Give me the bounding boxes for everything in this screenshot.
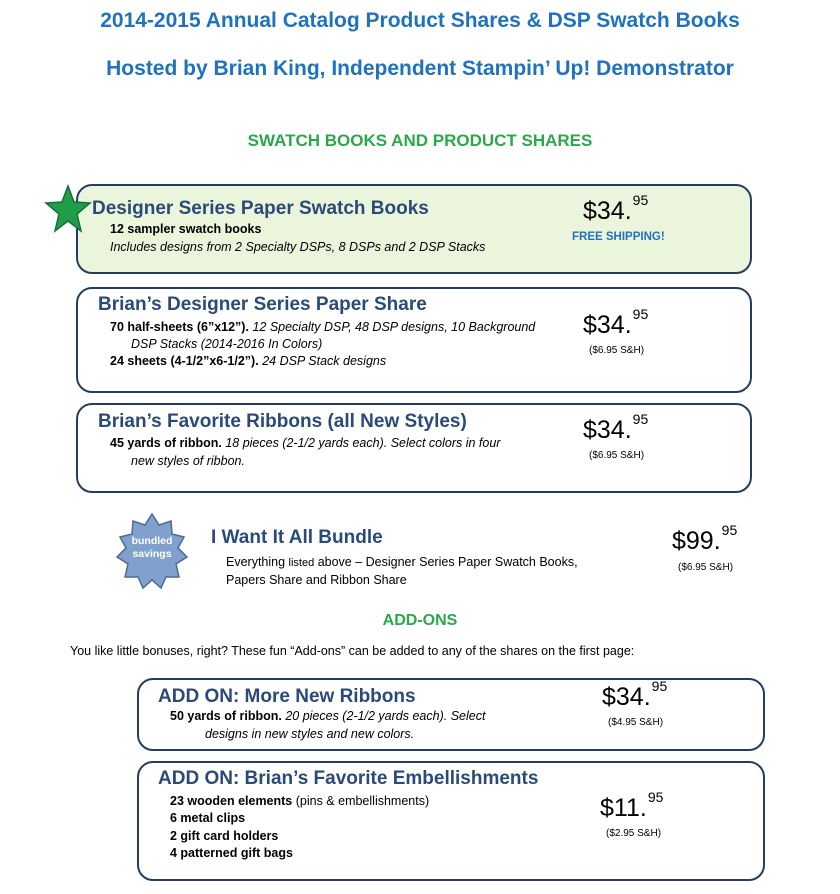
addon-embellishments-title: ADD ON: Brian’s Favorite Embellishments bbox=[158, 768, 539, 789]
bundle-price: $99.95 bbox=[672, 522, 738, 555]
addon-embellishments-detail-2: 6 metal clips bbox=[170, 811, 246, 825]
addon-embellishments-detail-4: 4 patterned gift bags bbox=[170, 846, 293, 860]
dsp-share-detail-3: 24 sheets (4-1/2”x6-1/2”). 24 DSP Stack designs bbox=[110, 354, 387, 368]
swatch-book-price: $34.95 bbox=[583, 192, 649, 225]
bundle-detail-1: Everything listed above – Designer Series Paper Swatch Books, bbox=[226, 555, 578, 569]
addon-ribbons-detail-1: 50 yards of ribbon. 20 pieces (2-1/2 yards each). Select bbox=[170, 709, 486, 723]
badge-text: bundled savings bbox=[131, 535, 173, 560]
addon-embellishments-shipping: ($2.95 S&H) bbox=[606, 828, 662, 839]
ribbons-shipping: ($6.95 S&H) bbox=[589, 450, 645, 461]
bundle-detail-2: Papers Share and Ribbon Share bbox=[226, 573, 407, 587]
addon-ribbons-shipping: ($4.95 S&H) bbox=[608, 717, 664, 728]
section-title-addons: ADD-ONS bbox=[382, 612, 458, 629]
addon-embellishments-detail-3: 2 gift card holders bbox=[170, 829, 279, 843]
ribbons-detail-1: 45 yards of ribbon. 18 pieces (2-1/2 yards each). Select colors in four bbox=[110, 436, 501, 450]
ribbons-title: Brian’s Favorite Ribbons (all New Styles) bbox=[98, 411, 467, 432]
section-title-main: SWATCH BOOKS AND PRODUCT SHARES bbox=[247, 131, 593, 150]
bundle-shipping: ($6.95 S&H) bbox=[678, 562, 734, 573]
addon-ribbons-detail-2: designs in new styles and new colors. bbox=[205, 727, 415, 741]
dsp-share-price: $34.95 bbox=[583, 306, 649, 339]
dsp-share-title: Brian’s Designer Series Paper Share bbox=[98, 294, 427, 315]
header-title: 2014-2015 Annual Catalog Product Shares & DSP Swatch Books bbox=[100, 9, 740, 32]
bundle-title: I Want It All Bundle bbox=[211, 527, 383, 548]
ribbons-price: $34.95 bbox=[583, 411, 649, 444]
addon-ribbons-price: $34.95 bbox=[602, 678, 668, 711]
swatch-book-free-shipping: FREE SHIPPING! bbox=[572, 231, 665, 243]
swatch-book-detail-2: Includes designs from 2 Specialty DSPs, 8 DSPs and 2 DSP Stacks bbox=[110, 240, 486, 254]
ribbons-detail-2: new styles of ribbon. bbox=[131, 454, 245, 468]
addon-ribbons-title: ADD ON: More New Ribbons bbox=[158, 686, 416, 707]
dsp-share-detail-2: DSP Stacks (2014-2016 In Colors) bbox=[131, 337, 323, 351]
dsp-share-detail-1: 70 half-sheets (6”x12”). 12 Specialty DSP, 48 DSP designs, 10 Background bbox=[110, 320, 536, 334]
addon-embellishments-price: $11.95 bbox=[600, 789, 664, 822]
addons-intro: You like little bonuses, right? These fun “Add-ons” can be added to any of the shares on the first page: bbox=[70, 644, 635, 658]
addon-embellishments-detail-1: 23 wooden elements (pins & embellishments) bbox=[170, 794, 430, 808]
header-host: Hosted by Brian King, Independent Stampin’ Up! Demonstrator bbox=[106, 57, 734, 80]
swatch-book-detail-1: 12 sampler swatch books bbox=[110, 222, 262, 236]
green-star-icon bbox=[44, 184, 92, 234]
dsp-share-shipping: ($6.95 S&H) bbox=[589, 345, 645, 356]
swatch-book-title: Designer Series Paper Swatch Books bbox=[92, 198, 429, 219]
